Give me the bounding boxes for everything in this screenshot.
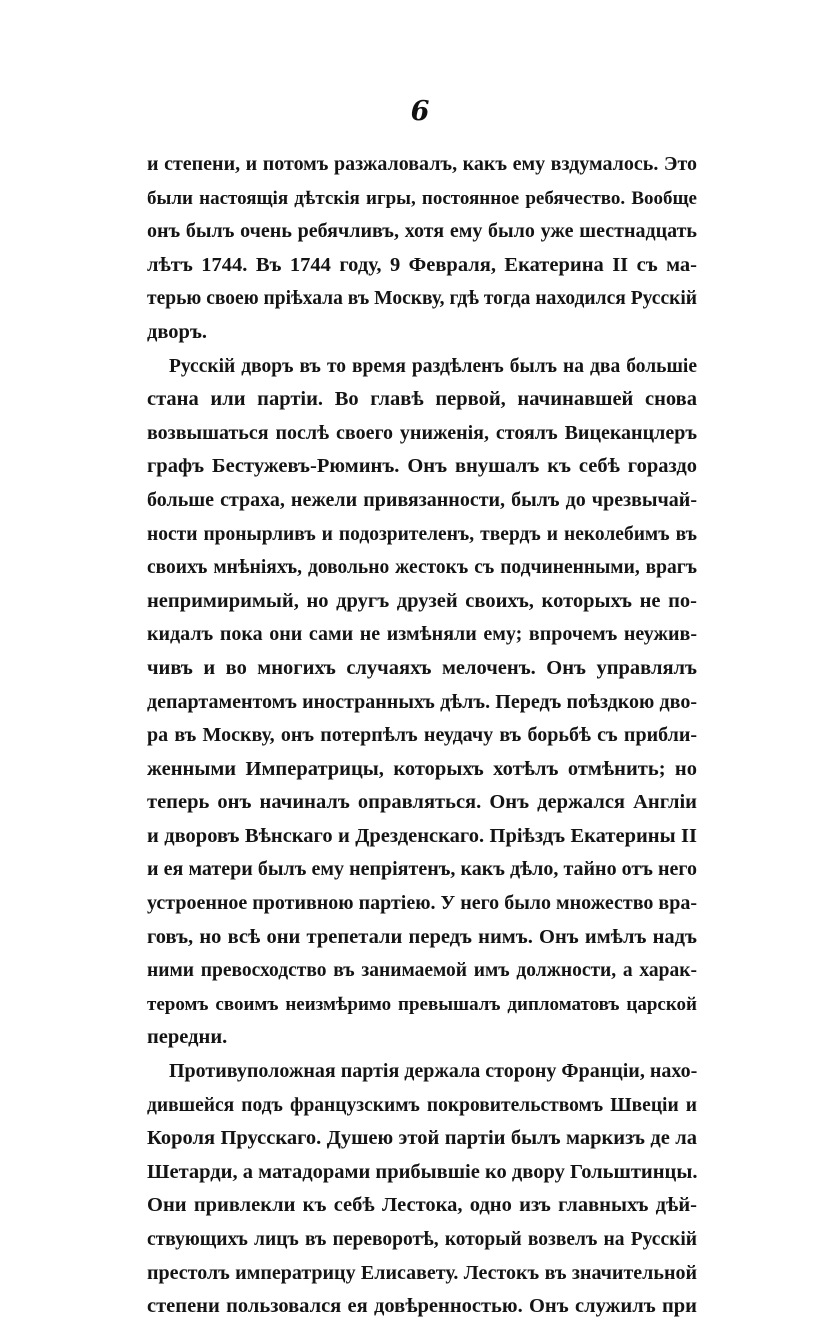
text-line: устроенное противною партіею. У него было множество вра- [147, 892, 697, 915]
text-line: графъ Бестужевъ-Рюминъ. Онъ внушалъ къ себѣ гораздо [147, 455, 697, 478]
text-line: женными Императрицы, которыхъ хотѣлъ отмѣнить; но [147, 757, 697, 780]
text-line: стана или партіи. Во главѣ первой, начинавшей снова [147, 388, 697, 411]
text-line: и дворовъ Вѣнскаго и Дрезденскаго. Пріѣздъ Екатерины II [147, 824, 697, 847]
text-line: дившейся подъ французскимъ покровительствомъ Швеціи и [147, 1094, 697, 1116]
text-line: теромъ своимъ неизмѣримо превышалъ дипломатовъ царской [147, 993, 697, 1015]
body-text [147, 148, 697, 1324]
text-line: лѣтъ 1744. Въ 1744 году, 9 Февраля, Екатерина II съ ма- [147, 253, 697, 276]
text-line: были настоящія дѣтскія игры, постоянное ребячество. Вообще [147, 187, 697, 209]
text-line: непримиримый, но другъ друзей своихъ, которыхъ не по- [147, 589, 697, 612]
text-line: Русскій дворъ въ то время раздѣленъ былъ на два большіе [169, 355, 697, 377]
text-line: Короля Прусскаго. Душею этой партіи былъ маркизъ де ла [147, 1127, 697, 1150]
text-line: возвышаться послѣ своего униженія, стоялъ Вицеканцлеръ [147, 421, 697, 444]
text-line: ними превосходство въ занимаемой имъ должности, а харак- [147, 960, 697, 982]
text-line: больше страха, нежели привязанности, былъ до чрезвычай- [147, 488, 697, 511]
text-line: онъ былъ очень ребячливъ, хотя ему было уже шестнадцать [147, 220, 697, 243]
text-line: Противуположная партія держала сторону Франціи, нахо- [169, 1060, 697, 1083]
text-line: теперь онъ начиналъ оправляться. Онъ держался Англіи [147, 791, 697, 814]
text-line: передни. [147, 1026, 228, 1049]
text-line: и ея матери былъ ему непріятенъ, какъ дѣло, тайно отъ него [147, 858, 697, 881]
text-line: Они привлекли къ себѣ Лестока, одно изъ главныхъ дѣй- [147, 1194, 697, 1217]
text-line: и степени, и потомъ разжаловалъ, какъ ему вздумалось. Это [147, 153, 697, 175]
text-line: престолъ императрицу Елисавету. Лестокъ въ значительной [147, 1261, 697, 1284]
text-line: ствующихъ лицъ въ переворотѣ, который возвелъ на Русскій [147, 1229, 697, 1250]
text-line: терью своею пріѣхала въ Москву, гдѣ тогда находился Русскій [147, 288, 697, 310]
text-line: степени пользовался ея довѣренностью. Онъ служилъ при [147, 1295, 697, 1318]
text-line: ности пронырливъ и подозрителенъ, твердъ и неколебимъ въ [147, 523, 697, 545]
page-number: 6 [410, 96, 430, 127]
text-line: кидалъ пока они сами не измѣняли ему; впрочемъ неужив- [147, 623, 697, 646]
text-line: своихъ мнѣніяхъ, довольно жестокъ съ подчиненными, врагъ [147, 557, 697, 579]
text-line: говъ, но всѣ они трепетали передъ нимъ. Онъ имѣлъ надъ [147, 925, 697, 948]
text-line: департаментомъ иностранныхъ дѣлъ. Передъ поѣздкою дво- [147, 690, 697, 713]
text-line: чивъ и во многихъ случаяхъ мелоченъ. Онъ управлялъ [147, 656, 697, 679]
text-line: дворъ. [147, 320, 208, 343]
text-line: Шетарди, а матадорами прибывшіе ко двору Гольштинцы. [147, 1160, 697, 1183]
text-line: ра въ Москву, онъ потерпѣлъ неудачу въ борьбѣ съ прибли- [147, 724, 697, 747]
